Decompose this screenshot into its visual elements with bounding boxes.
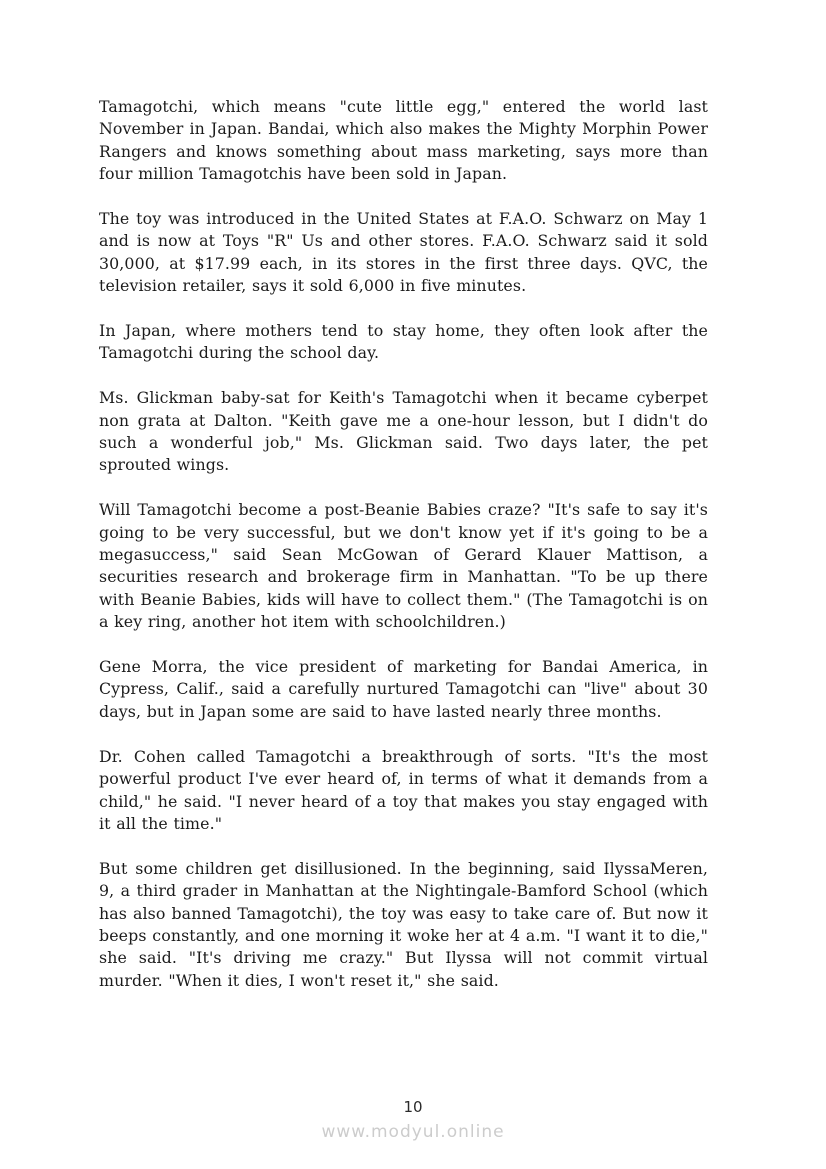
paragraph-7: Dr. Cohen called Tamagotchi a breakthrough of sorts. "It's the most powerful product I've ever heard of, in terms of what it demands from a child," he said. "I never heard of a toy that makes you stay engaged with it all the time." [99, 746, 708, 833]
paragraph-6: Gene Morra, the vice president of marketing for Bandai America, in Cypress, Calif., said a carefully nurtured Tamagotchi can "live" about 30 days, but in Japan some are said to have lasted nearly three months. [99, 657, 708, 721]
page-footer [0, 1098, 826, 1142]
paragraph-5: Will Tamagotchi become a post-Beanie Babies craze? "It's safe to say it's going to be very successful, but we don't know yet if it's going to be a megasuccess," said Sean McGowan of Gerard Klauer Mattison, a securities research and brokerage firm in Manhattan. "To be up there with Beanie Babies, kids will have to collect them." (The Tamagotchi is on a key ring, another hot item with schoolchildren.) [99, 500, 708, 632]
paragraph-4: Ms. Glickman baby-sat for Keith's Tamagotchi when it became cyberpet non grata at Dalton. "Keith gave me a one-hour lesson, but I didn't do such a wonderful job," Ms. Glickman said. Two days later, the pet sprouted wings. [99, 388, 708, 475]
paragraph-3: In Japan, where mothers tend to stay home, they often look after the Tamagotchi during the school day. [99, 321, 708, 363]
page-number: 10 [403, 1098, 423, 1116]
article-body [99, 96, 708, 1015]
paragraph-1: Tamagotchi, which means "cute little egg," entered the world last November in Japan. Bandai, which also makes the Mighty Morphin Power Rangers and knows something about mass marketing, says more than four million Tamagotchis have been sold in Japan. [99, 97, 708, 184]
paragraph-8: But some children get disillusioned. In the beginning, said IlyssaMeren, 9, a third grader in Manhattan at the Nightingale-Bamford School (which has also banned Tamagotchi), the toy was easy to take care of. But now it beeps constantly, and one morning it woke her at 4 a.m. "I want it to die," she said. "It's driving me crazy." But Ilyssa will not commit virtual murder. "When it dies, I won't reset it," she said. [99, 858, 708, 990]
paragraph-2: The toy was introduced in the United States at F.A.O. Schwarz on May 1 and is now at Toys "R" Us and other stores. F.A.O. Schwarz said it sold 30,000, at $17.99 each, in its stores in the first three days. QVC, the television retailer, says it sold 6,000 in five minutes. [99, 209, 708, 296]
watermark-text: www.modyul.online [321, 1122, 505, 1142]
